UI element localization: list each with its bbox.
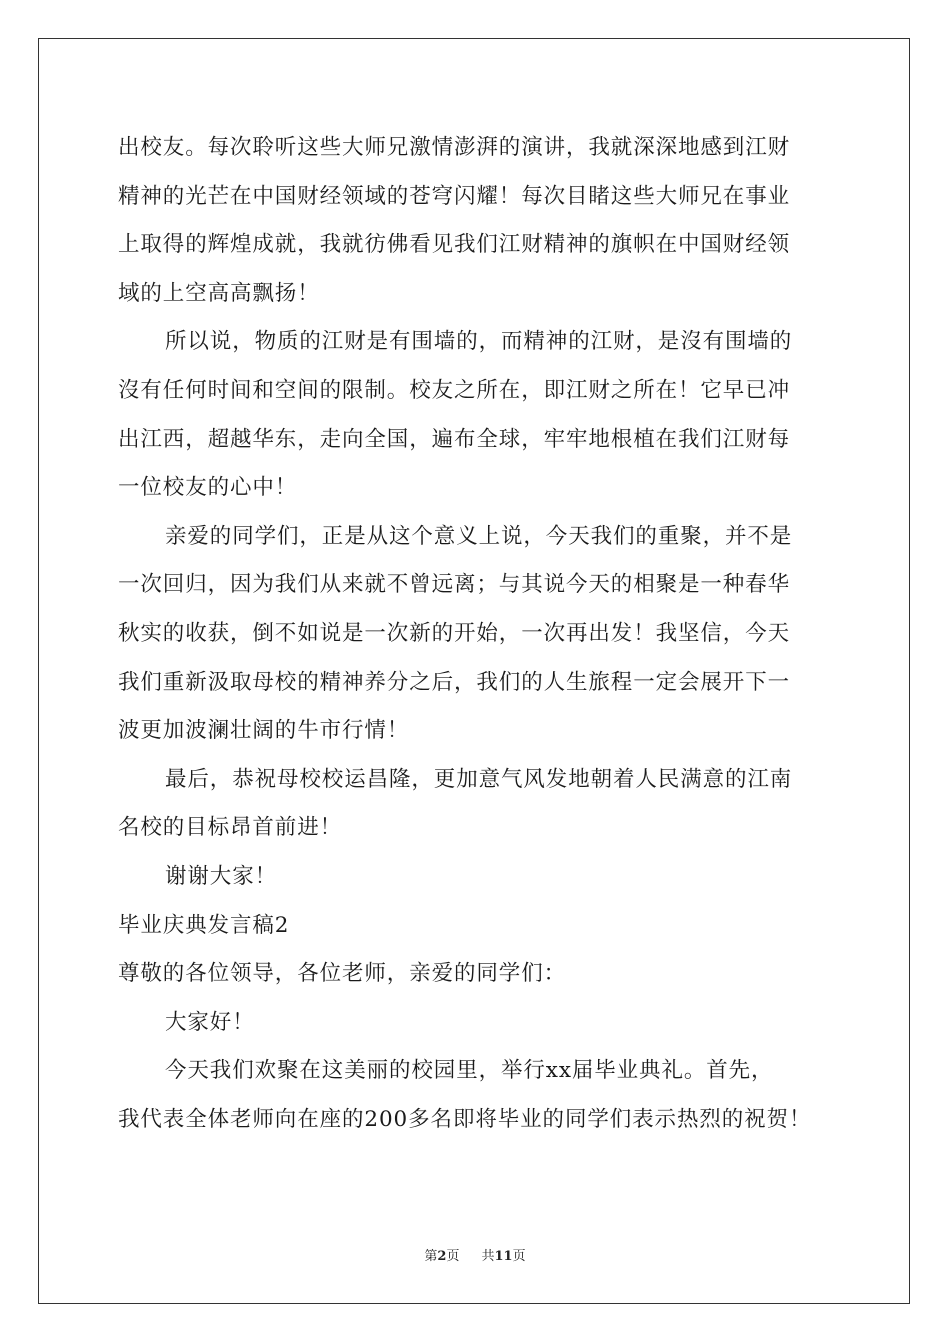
page-number: 2 bbox=[437, 1249, 447, 1264]
total-prefix: 共 bbox=[481, 1249, 495, 1264]
text-line: 域的上空高高飘扬！ bbox=[118, 280, 320, 306]
text-line: 波更加波澜壮阔的牛市行情！ bbox=[118, 718, 410, 744]
closing-thanks: 谢谢大家！ bbox=[165, 863, 278, 889]
text-line: 上取得的辉煌成就，我就彷佛看见我们江财精神的旗帜在中国财经领 bbox=[118, 232, 791, 258]
paragraph-start-line: 今天我们欢聚在这美丽的校园里，举行xx届毕业典礼。首先， bbox=[165, 1058, 774, 1084]
text-line: 我们重新汲取母校的精神养分之后，我们的人生旅程一定会展开下一 bbox=[118, 669, 791, 695]
greeting: 大家好！ bbox=[165, 1009, 255, 1035]
salutation: 尊敬的各位领导，各位老师，亲爱的同学们： bbox=[118, 961, 567, 987]
total-pages: 11 bbox=[494, 1249, 513, 1264]
section-title: 毕业庆典发言稿2 bbox=[118, 912, 290, 938]
page-footer bbox=[0, 1245, 950, 1264]
text-line: 出校友。每次聆听这些大师兄激情澎湃的演讲，我就深深地感到江财 bbox=[118, 135, 791, 160]
paragraph-start-line: 最后，恭祝母校校运昌隆，更加意气风发地朝着人民满意的江南 bbox=[165, 766, 793, 792]
paragraph-start-line: 亲爱的同学们，正是从这个意义上说，今天我们的重聚，并不是 bbox=[165, 523, 793, 549]
document-body bbox=[118, 124, 838, 1144]
text-line: 一位校友的心中！ bbox=[118, 475, 298, 501]
text-line: 我代表全体老师向在座的200多名即将毕业的同学们表示热烈的祝贺！ bbox=[118, 1106, 812, 1132]
text-line: 名校的目标昂首前进！ bbox=[118, 815, 343, 841]
text-line: 精神的光芒在中国财经领域的苍穹闪耀！每次目睹这些大师兄在事业 bbox=[118, 183, 791, 209]
text-line: 秋实的收获，倒不如说是一次新的开始，一次再出发！我坚信，今天 bbox=[118, 620, 791, 646]
text-line: 沒有任何时间和空间的限制。校友之所在，即江财之所在！它早已冲 bbox=[118, 377, 791, 403]
page-suffix: 页 bbox=[446, 1249, 460, 1264]
page-prefix: 第 bbox=[424, 1249, 438, 1264]
total-suffix: 页 bbox=[512, 1249, 526, 1264]
paragraph-start-line: 所以说，物质的江财是有围墙的，而精神的江财，是沒有围墙的 bbox=[165, 329, 793, 355]
text-line: 一次回归，因为我们从来就不曾远离；与其说今天的相聚是一种春华 bbox=[118, 572, 791, 598]
text-line: 出江西，超越华东，走向全国，遍布全球，牢牢地根植在我们江财每 bbox=[118, 426, 791, 452]
